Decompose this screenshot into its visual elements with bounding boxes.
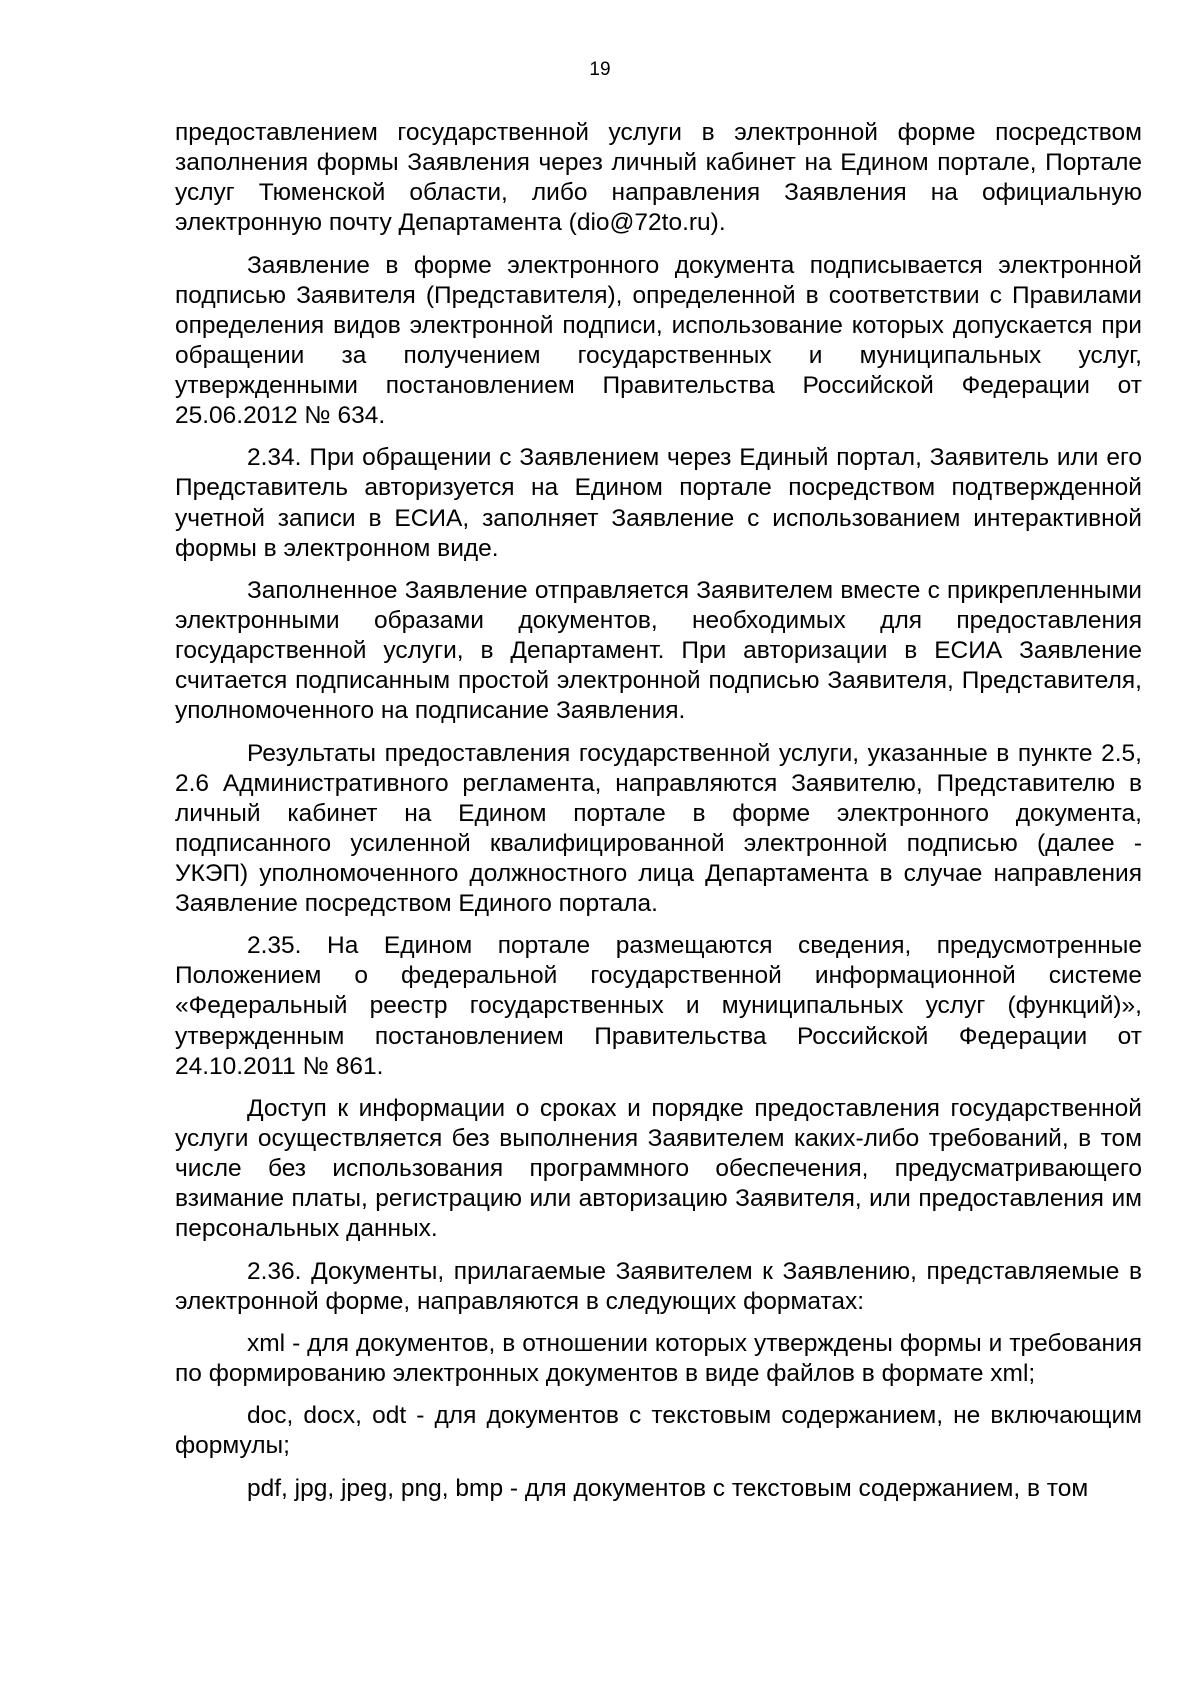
paragraph-continuation: предоставлением государственной услуги в электронной форме посредством заполнения формы Заявления через личный кабинет на Едином портале, Портале услуг Тюменской области, либо направления Заявления на официальную электронную почту Департамента (dio@72to.ru). [175, 119, 1142, 237]
page-number: 19 [589, 59, 611, 80]
paragraph-service-results: Результаты предоставления государственной услуги, указанные в пункте 2.5, 2.6 Административного регламента, направляются Заявителю, Представителю в личный кабинет на Едином портале в форме электронного документа, подписанного усиленной квалифицированной электронной подписью (далее - УКЭП) уполномоченного должностного лица Департамента в случае направления Заявление посредством Единого портала. [175, 739, 1142, 917]
paragraph-2-34: 2.34. При обращении с Заявлением через Единый портал, Заявитель или его Представитель авторизуется на Едином портале посредством подтвержденной учетной записи в ЕСИА, заполняет Заявление с использованием интерактивной формы в электронном виде. [175, 444, 1142, 562]
document-body [175, 118, 1142, 1516]
paragraph-filled-application: Заполненное Заявление отправляется Заявителем вместе с прикрепленными электронными образами документов, необходимых для предоставления государственной услуги, в Департамент. При авторизации в ЕСИА Заявление считается подписанным простой электронной подписью Заявителя, Представителя, уполномоченного на подписание Заявления. [175, 576, 1142, 725]
paragraph-information-access: Доступ к информации о сроках и порядке предоставления государственной услуги осуществляется без выполнения Заявителем каких-либо требований, в том числе без использования программного обеспечения, предусматривающего взимание платы, регистрацию или авторизацию Заявителя, или предоставления им персональных данных. [175, 1094, 1142, 1243]
paragraph-format-xml: xml - для документов, в отношении которых утверждены формы и требования по формированию электронных документов в виде файлов в формате xml; [175, 1329, 1142, 1388]
paragraph-electronic-signature: Заявление в форме электронного документа подписывается электронной подписью Заявителя (Представителя), определенной в соответствии с Правилами определения видов электронной подписи, использование которых допускается при обращении за получением государственных и муниципальных услуг, утвержденными постановлением Правительства Российской Федерации от 25.06.2012 № 634. [175, 251, 1142, 430]
paragraph-format-pdf: pdf, jpg, jpeg, png, bmp - для документов с текстовым содержанием, в том [247, 1474, 1089, 1502]
paragraph-2-35: 2.35. На Едином портале размещаются сведения, предусмотренные Положением о федеральной государственной информационной системе «Федеральный реестр государственных и муниципальных услуг (функций)», утвержденным постановлением Правительства Российской Федерации от 24.10.2011 № 861. [175, 932, 1142, 1080]
paragraph-format-doc: doc, docx, odt - для документов с текстовым содержанием, не включающим формулы; [175, 1402, 1142, 1460]
paragraph-2-36: 2.36. Документы, прилагаемые Заявителем к Заявлению, представляемые в электронной форме, направляются в следующих форматах: [175, 1257, 1142, 1315]
